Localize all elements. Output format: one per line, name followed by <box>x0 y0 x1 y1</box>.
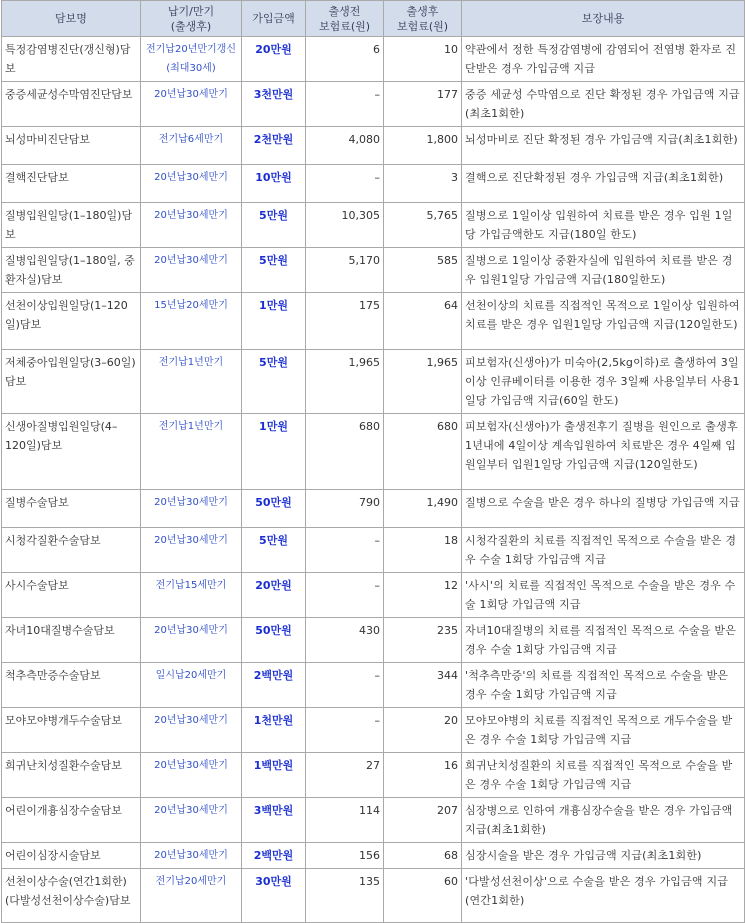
payment-term: 20년납30세만기 <box>141 248 242 293</box>
payment-term: 전기납1년만기 <box>141 350 242 414</box>
coverage-name: 선천이상입원일당(1–120일)담보 <box>2 293 141 350</box>
premium-before-birth: – <box>306 573 384 618</box>
coverage-description: 선천이상의 치료를 직접적인 목적으로 1일이상 입원하여 치료를 받은 경우 입원1일당 가입금액 지급(120일한도) <box>462 293 745 350</box>
insured-amount: 2천만원 <box>242 127 306 165</box>
coverage-description: 시청각질환의 치료를 직접적인 목적으로 수술을 받은 경우 수술 1회당 가입금액 지급 <box>462 528 745 573</box>
coverage-name: 질병수술담보 <box>2 490 141 528</box>
coverage-description: 심장시술을 받은 경우 가입금액 지급(최초1회한) <box>462 843 745 869</box>
table-row <box>2 618 745 663</box>
coverage-name: 중증세균성수막염진단담보 <box>2 82 141 127</box>
coverage-description: 뇌성마비로 진단 확정된 경우 가입금액 지급(최초1회한) <box>462 127 745 165</box>
payment-term: 20년납30세만기 <box>141 165 242 203</box>
premium-before-birth: 135 <box>306 869 384 923</box>
insured-amount: 5만원 <box>242 248 306 293</box>
coverage-description: 피보험자(신생아)가 미숙아(2,5kg이하)로 출생하여 3일이상 인큐베이터를 이용한 경우 3일째 사용일부터 사용1일당 가입금액 지급(60일 한도) <box>462 350 745 414</box>
payment-term: 20년납30세만기 <box>141 490 242 528</box>
coverage-description: 질병으로 수술을 받은 경우 하나의 질병당 가입금액 지급 <box>462 490 745 528</box>
premium-after-birth: 177 <box>384 82 462 127</box>
insured-amount: 3천만원 <box>242 82 306 127</box>
premium-before-birth: 27 <box>306 753 384 798</box>
table-row <box>2 869 745 923</box>
coverage-name: 어린이심장시술담보 <box>2 843 141 869</box>
header-amount: 가입금액 <box>242 1 306 37</box>
coverage-name: 질병입원일당(1–180일)담보 <box>2 203 141 248</box>
header-coverage: 보장내용 <box>462 1 745 37</box>
premium-after-birth: 68 <box>384 843 462 869</box>
table-row <box>2 165 745 203</box>
premium-after-birth: 207 <box>384 798 462 843</box>
premium-after-birth: 16 <box>384 753 462 798</box>
premium-after-birth: 5,765 <box>384 203 462 248</box>
premium-before-birth: 5,170 <box>306 248 384 293</box>
insured-amount: 20만원 <box>242 573 306 618</box>
premium-after-birth: 60 <box>384 869 462 923</box>
insured-amount: 5만원 <box>242 528 306 573</box>
premium-after-birth: 680 <box>384 414 462 490</box>
header-premium-before <box>306 1 384 37</box>
premium-before-birth: – <box>306 663 384 708</box>
payment-term: 20년납30세만기 <box>141 798 242 843</box>
coverage-name: 저체중아입원일당(3–60일)담보 <box>2 350 141 414</box>
premium-after-birth: 1,965 <box>384 350 462 414</box>
coverage-description: 희귀난치성질환의 치료를 직접적인 목적으로 수술을 받은 경우 수술 1회당 가입금액 지급 <box>462 753 745 798</box>
table-row <box>2 753 745 798</box>
insured-amount: 1만원 <box>242 414 306 490</box>
premium-after-birth: 18 <box>384 528 462 573</box>
insured-amount: 10만원 <box>242 165 306 203</box>
header-premium-after-line1: 출생후 <box>406 4 439 18</box>
header-premium-after-line2: 보험료(원) <box>396 19 449 33</box>
coverage-name: 자녀10대질병수술담보 <box>2 618 141 663</box>
premium-after-birth: 64 <box>384 293 462 350</box>
payment-term: 전기납15세만기 <box>141 573 242 618</box>
payment-term: 20년납30세만기 <box>141 82 242 127</box>
header-premium-after <box>384 1 462 37</box>
header-term <box>141 1 242 37</box>
coverage-name: 뇌성마비진단담보 <box>2 127 141 165</box>
table-row <box>2 203 745 248</box>
insured-amount: 50만원 <box>242 618 306 663</box>
table-row <box>2 293 745 350</box>
coverage-name: 시청각질환수술담보 <box>2 528 141 573</box>
payment-term: 20년납30세만기 <box>141 708 242 753</box>
header-term-line1: 납기/만기 <box>167 4 215 18</box>
coverage-name: 질병입원일당(1–180일, 중환자실)담보 <box>2 248 141 293</box>
premium-before-birth: – <box>306 82 384 127</box>
insured-amount: 5만원 <box>242 350 306 414</box>
premium-before-birth: 4,080 <box>306 127 384 165</box>
insured-amount: 5만원 <box>242 203 306 248</box>
table-row <box>2 127 745 165</box>
premium-before-birth: – <box>306 528 384 573</box>
coverage-name: 결핵진단담보 <box>2 165 141 203</box>
coverage-name: 사시수술담보 <box>2 573 141 618</box>
insured-amount: 1백만원 <box>242 753 306 798</box>
coverage-description: 심장병으로 인하여 개흉심장수술을 받은 경우 가입금액 지급(최초1회한) <box>462 798 745 843</box>
premium-after-birth: 12 <box>384 573 462 618</box>
insured-amount: 20만원 <box>242 37 306 82</box>
payment-term: 일시납20세만기 <box>141 663 242 708</box>
table-row <box>2 528 745 573</box>
premium-after-birth: 1,490 <box>384 490 462 528</box>
coverage-name: 척추측만증수술담보 <box>2 663 141 708</box>
header-term-line2: (출생후) <box>170 19 212 33</box>
coverage-description: '척추측만증'의 치료를 직접적인 목적으로 수술을 받은 경우 수술 1회당 가입금액 지급 <box>462 663 745 708</box>
premium-before-birth: 6 <box>306 37 384 82</box>
payment-term: 20년납30세만기 <box>141 528 242 573</box>
table-row <box>2 708 745 753</box>
coverage-name: 선천이상수술(연간1회한)(다발성선천이상수술)담보 <box>2 869 141 923</box>
coverage-description: '사시'의 치료를 직접적인 목적으로 수술을 받은 경우 수술 1회당 가입금액 지급 <box>462 573 745 618</box>
premium-before-birth: 1,965 <box>306 350 384 414</box>
table-row <box>2 663 745 708</box>
coverage-description: 질병으로 1일이상 입원하여 치료를 받은 경우 입원 1일당 가입금액한도 지급(180일 한도) <box>462 203 745 248</box>
table-row <box>2 573 745 618</box>
payment-term: 20년납30세만기 <box>141 618 242 663</box>
premium-after-birth: 20 <box>384 708 462 753</box>
table-row <box>2 798 745 843</box>
coverage-description: 피보험자(신생아)가 출생전후기 질병을 원인으로 출생후 1년내에 4일이상 계속입원하여 치료받은 경우 4일째 입원일부터 입원1일당 가입금액 지급(120일한도) <box>462 414 745 490</box>
coverage-description: 자녀10대질병의 치료를 직접적인 목적으로 수술을 받은 경우 수술 1회당 가입금액 지급 <box>462 618 745 663</box>
payment-term: 15년납20세만기 <box>141 293 242 350</box>
table-row <box>2 82 745 127</box>
coverage-description: 결핵으로 진단확정된 경우 가입금액 지급(최초1회한) <box>462 165 745 203</box>
coverage-name: 신생아질병입원일당(4–120일)담보 <box>2 414 141 490</box>
coverage-description: 중증 세균성 수막염으로 진단 확정된 경우 가입금액 지급(최초1회한) <box>462 82 745 127</box>
premium-before-birth: 10,305 <box>306 203 384 248</box>
premium-after-birth: 3 <box>384 165 462 203</box>
table-row <box>2 843 745 869</box>
payment-term: 전기납1년만기 <box>141 414 242 490</box>
coverage-description: 약관에서 정한 특정감염병에 감염되어 전염병 환자로 진단받은 경우 가입금액 지급 <box>462 37 745 82</box>
header-premium-before-line1: 출생전 <box>328 4 361 18</box>
premium-before-birth: – <box>306 708 384 753</box>
insured-amount: 1만원 <box>242 293 306 350</box>
insured-amount: 3백만원 <box>242 798 306 843</box>
coverage-description: 모야모야병의 치료를 직접적인 목적으로 개두수술을 받은 경우 수술 1회당 가입금액 지급 <box>462 708 745 753</box>
premium-before-birth: 680 <box>306 414 384 490</box>
premium-after-birth: 235 <box>384 618 462 663</box>
coverage-description: 질병으로 1일이상 중환자실에 입원하여 치료를 받은 경우 입원1일당 가입금액 지급(180일한도) <box>462 248 745 293</box>
premium-after-birth: 344 <box>384 663 462 708</box>
payment-term: 전기납6세만기 <box>141 127 242 165</box>
premium-before-birth: – <box>306 165 384 203</box>
coverage-table <box>1 0 745 923</box>
insured-amount: 2백만원 <box>242 843 306 869</box>
table-row <box>2 490 745 528</box>
coverage-name: 어린이개흉심장수술담보 <box>2 798 141 843</box>
premium-before-birth: 790 <box>306 490 384 528</box>
table-row <box>2 350 745 414</box>
table-row <box>2 248 745 293</box>
header-name: 담보명 <box>2 1 141 37</box>
header-row <box>2 1 745 37</box>
table-row <box>2 414 745 490</box>
insured-amount: 1천만원 <box>242 708 306 753</box>
coverage-description: '다발성선천이상'으로 수술을 받은 경우 가입금액 지급(연간1회한) <box>462 869 745 923</box>
insured-amount: 30만원 <box>242 869 306 923</box>
header-premium-before-line2: 보험료(원) <box>318 19 371 33</box>
premium-before-birth: 156 <box>306 843 384 869</box>
payment-term: 전기납20세만기 <box>141 869 242 923</box>
payment-term: 20년납30세만기 <box>141 843 242 869</box>
premium-after-birth: 10 <box>384 37 462 82</box>
coverage-name: 특정감염병진단(갱신형)담보 <box>2 37 141 82</box>
premium-before-birth: 430 <box>306 618 384 663</box>
table-row <box>2 37 745 82</box>
premium-before-birth: 114 <box>306 798 384 843</box>
coverage-name: 희귀난치성질환수술담보 <box>2 753 141 798</box>
payment-term: 20년납30세만기 <box>141 203 242 248</box>
insured-amount: 50만원 <box>242 490 306 528</box>
premium-after-birth: 1,800 <box>384 127 462 165</box>
insured-amount: 2백만원 <box>242 663 306 708</box>
coverage-name: 모야모야병개두수술담보 <box>2 708 141 753</box>
payment-term: 20년납30세만기 <box>141 753 242 798</box>
premium-before-birth: 175 <box>306 293 384 350</box>
payment-term: 전기납20년만기갱신(최대30세) <box>141 37 242 82</box>
premium-after-birth: 585 <box>384 248 462 293</box>
